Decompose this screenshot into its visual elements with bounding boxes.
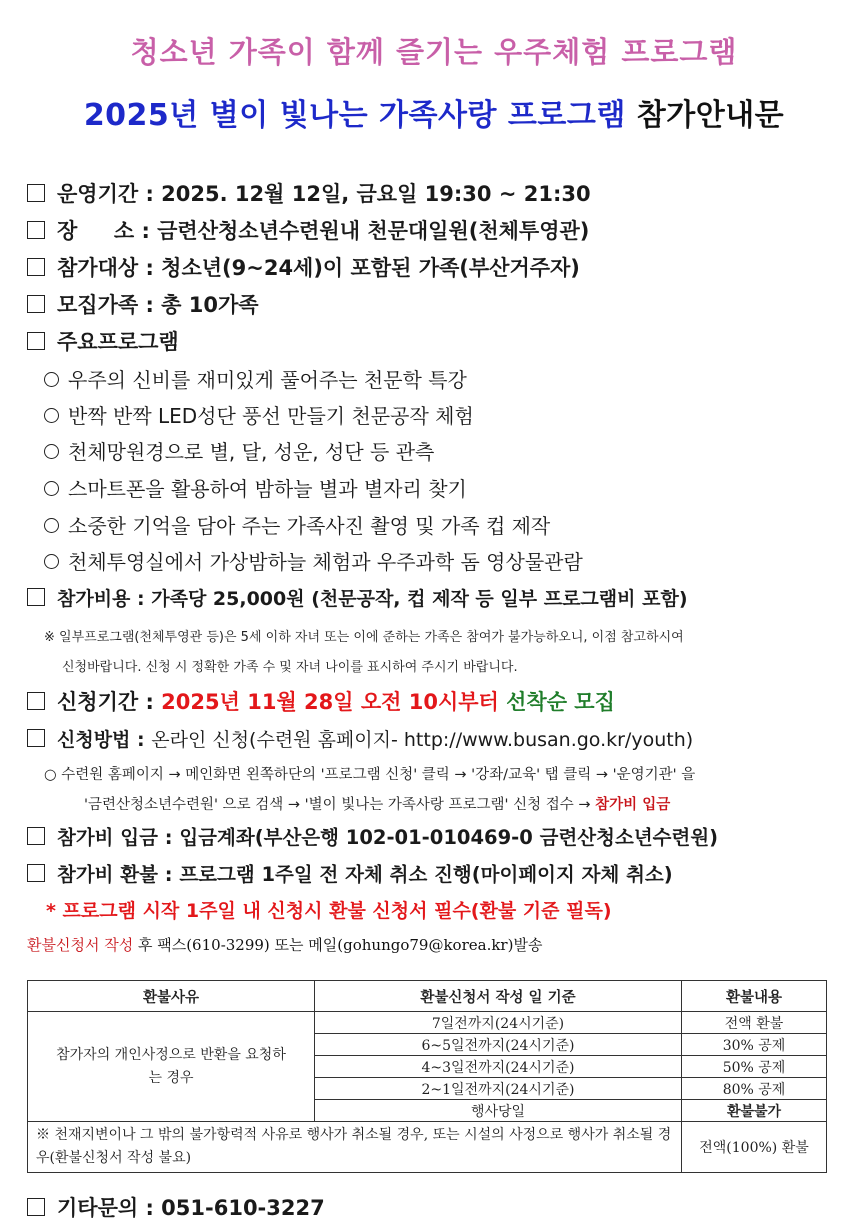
info-apply-period: 신청기간 : 2025년 11월 28일 오전 10시부터 선착순 모집 <box>27 686 615 716</box>
info-period: 운영기간 : 2025. 12월 12일, 금요일 19:30 ~ 21:30 <box>27 178 591 208</box>
info-fee: 참가비용 : 가족당 25,000원 (천문공작, 컵 제작 등 일부 프로그램비 포함) <box>27 584 688 611</box>
refund-when-cell: 7일전까지(24시기준) <box>315 1012 682 1034</box>
checkbox-square-icon <box>27 258 45 276</box>
info-recruit: 모집가족 : 총 10가족 <box>27 289 259 319</box>
refund-content-cell: 80% 공제 <box>682 1078 827 1100</box>
info-deposit: 참가비 입금 : 입금계좌(부산은행 102-01-010469-0 금련산청소년수련원) <box>27 822 718 850</box>
refund-content-cell: 환불불가 <box>682 1100 827 1122</box>
checkbox-square-icon <box>27 221 45 239</box>
checkbox-square-icon <box>27 184 45 202</box>
program-item: 우주의 신비를 재미있게 풀어주는 천문학 특강 <box>44 364 467 393</box>
checkbox-square-icon <box>27 1198 45 1216</box>
refund-warning: * 프로그램 시작 1주일 내 신청시 환불 신청서 필수(환불 기준 필독) <box>46 900 612 922</box>
info-place: 장 소 : 금련산청소년수련원내 천문대일원(천체투영관) <box>27 215 589 245</box>
program-item: 천체망원경으로 별, 달, 성운, 성단 등 관측 <box>44 436 434 465</box>
info-refund: 참가비 환불 : 프로그램 1주일 전 자체 취소 진행(마이페이지 자체 취소) <box>27 859 673 887</box>
info-target: 참가대상 : 청소년(9~24세)이 포함된 가족(부산거주자) <box>27 252 580 282</box>
refund-when-cell: 4~3일전까지(24시기준) <box>315 1056 682 1078</box>
page-title <box>0 90 868 134</box>
refund-content-cell: 전액 환불 <box>682 1012 827 1034</box>
page-title-main: 2025년 별이 빛나는 가족사랑 프로그램 <box>83 98 626 133</box>
program-item: 소중한 기억을 담아 주는 가족사진 촬영 및 가족 컵 제작 <box>44 510 550 539</box>
table-header: 환불신청서 작성 일 기준 <box>315 981 682 1012</box>
page-title-suffix: 참가안내문 <box>636 98 785 133</box>
checkbox-square-icon <box>27 864 45 882</box>
program-item: 반짝 반짝 LED성단 풍선 만들기 천문공작 체험 <box>44 400 474 429</box>
checkbox-square-icon <box>27 295 45 313</box>
checkbox-square-icon <box>27 827 45 845</box>
refund-when-cell: 2~1일전까지(24시기준) <box>315 1078 682 1100</box>
info-contact: 기타문의 : 051-610-3227 <box>27 1192 325 1222</box>
refund-content-cell: 50% 공제 <box>682 1056 827 1078</box>
circle-bullet-icon <box>44 554 59 569</box>
circle-bullet-icon <box>44 372 59 387</box>
program-item: 천체투영실에서 가상밤하늘 체험과 우주과학 돔 영상물관람 <box>44 546 583 575</box>
refund-content-cell: 30% 공제 <box>682 1034 827 1056</box>
table-header: 환불내용 <box>682 981 827 1012</box>
fee-note-line-1: ※ 일부프로그램(천체투영관 등)은 5세 이하 자녀 또는 이에 준하는 가족은 참여가 불가능하오니, 이점 참고하시여 <box>44 630 684 645</box>
table-header: 환불사유 <box>28 981 315 1012</box>
apply-step-line-2: '금련산청소년수련원' 으로 검색 → '별이 빛나는 가족사랑 프로그램' 신청 접수 → 참가비 입금 <box>84 797 671 813</box>
checkbox-square-icon <box>27 729 45 747</box>
fee-note-line-2: 신청바랍니다. 신청 시 정확한 가족 수 및 자녀 나이를 표시하여 주시기 바랍니다. <box>62 660 518 675</box>
table-row <box>28 1122 827 1173</box>
apply-step-line-1: ○ 수련원 홈페이지 → 메인화면 왼쪽하단의 '프로그램 신청' 클릭 → '강좌/교육' 탭 클릭 → '운영기관' 을 <box>44 767 696 783</box>
force-majeure-note: ※ 천재지변이나 그 밖의 불가항력적 사유로 행사가 취소될 경우, 또는 시설의 사정으로 행사가 취소될 경우(환불신청서 작성 불요) <box>28 1122 682 1173</box>
circle-bullet-icon <box>44 518 59 533</box>
refund-reason-cell: 참가자의 개인사정으로 반환을 요청하는 경우 <box>28 1012 315 1122</box>
circle-bullet-icon <box>44 444 59 459</box>
info-programs-label: 주요프로그램 <box>27 326 179 356</box>
force-majeure-content: 전액(100%) 환불 <box>682 1122 827 1173</box>
refund-when-cell: 6~5일전까지(24시기준) <box>315 1034 682 1056</box>
circle-bullet-icon <box>44 408 59 423</box>
checkbox-square-icon <box>27 332 45 350</box>
circle-bullet-icon <box>44 481 59 496</box>
info-apply-method: 신청방법 : 온라인 신청(수련원 홈페이지- http://www.busan.go.kr/youth) <box>27 725 693 752</box>
refund-when-cell: 행사당일 <box>315 1100 682 1122</box>
checkbox-square-icon <box>27 692 45 710</box>
refund-form-line: 환불신청서 작성 후 팩스(610-3299) 또는 메일(gohungo79@korea.kr)발송 <box>27 936 543 954</box>
table-row <box>28 1012 827 1034</box>
subtitle: 청소년 가족이 함께 즐기는 우주체험 프로그램 <box>130 35 738 69</box>
program-item: 스마트폰을 활용하여 밤하늘 별과 별자리 찾기 <box>44 473 467 502</box>
refund-table <box>27 980 827 1173</box>
table-header-row <box>28 981 827 1012</box>
checkbox-square-icon <box>27 588 45 606</box>
